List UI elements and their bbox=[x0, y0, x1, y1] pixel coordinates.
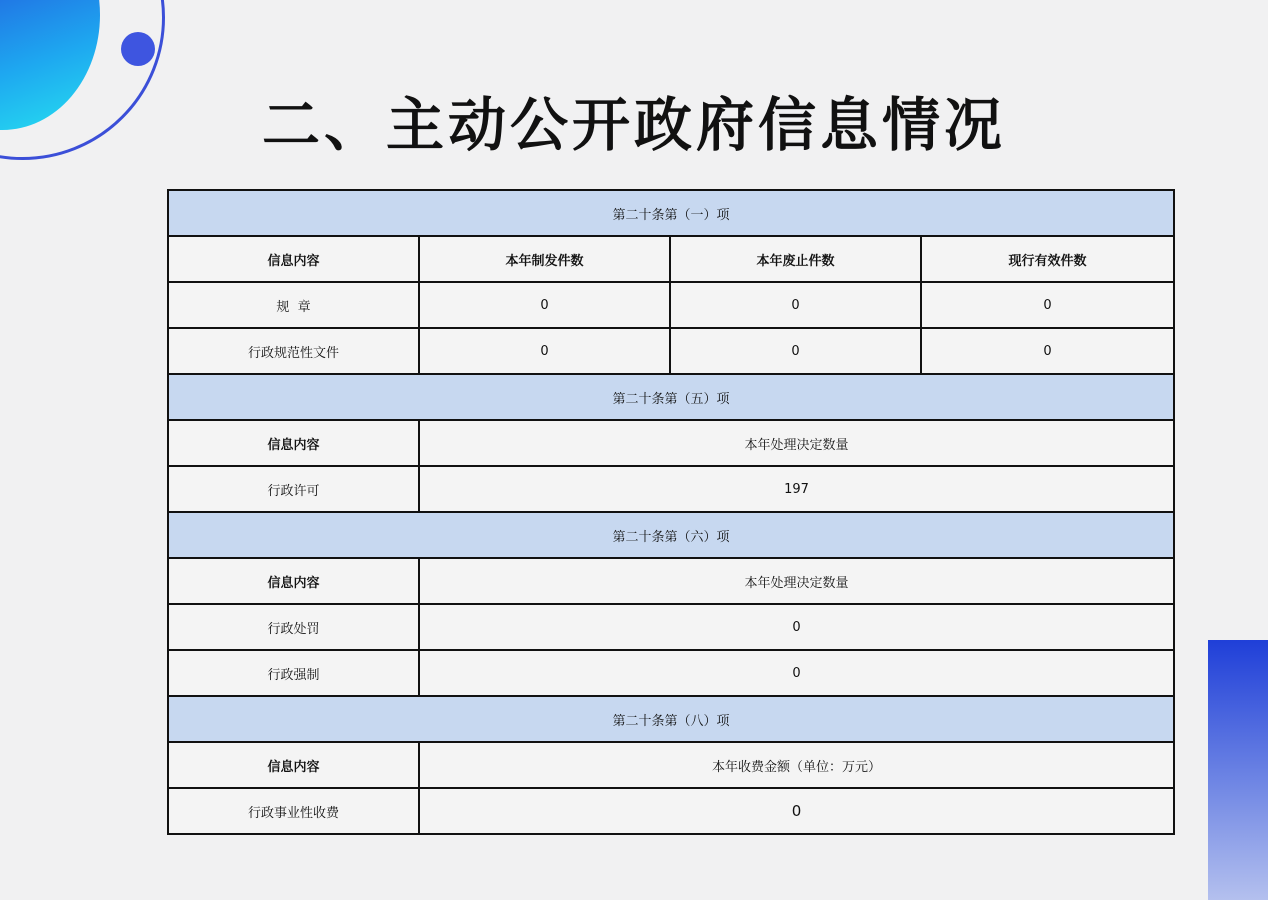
column-header: 本年处理决定数量 bbox=[419, 420, 1174, 466]
table-cell: 197 bbox=[419, 466, 1174, 512]
table-row bbox=[168, 604, 1174, 650]
table-row bbox=[168, 650, 1174, 696]
column-header: 信息内容 bbox=[168, 558, 419, 604]
page-title: 二、主动公开政府信息情况 bbox=[261, 91, 1006, 159]
column-header: 本年制发件数 bbox=[419, 236, 670, 282]
row-label: 行政强制 bbox=[168, 650, 419, 696]
table-cell: 0 bbox=[921, 282, 1174, 328]
table-row bbox=[168, 328, 1174, 374]
table-row bbox=[168, 466, 1174, 512]
table-cell: 0 bbox=[670, 328, 921, 374]
table-row bbox=[168, 282, 1174, 328]
section-heading-row bbox=[168, 512, 1174, 558]
table-cell: 0 bbox=[670, 282, 921, 328]
column-header: 本年收费金额（单位：万元） bbox=[419, 742, 1174, 788]
table-cell: 0 bbox=[419, 328, 670, 374]
column-header: 本年废止件数 bbox=[670, 236, 921, 282]
header-row bbox=[168, 420, 1174, 466]
table-row bbox=[168, 788, 1174, 834]
section-heading: 第二十条第（八）项 bbox=[168, 696, 1174, 742]
header-row bbox=[168, 742, 1174, 788]
info-table bbox=[167, 189, 1175, 835]
column-header: 信息内容 bbox=[168, 742, 419, 788]
table-cell: 0 bbox=[921, 328, 1174, 374]
row-label: 行政事业性收费 bbox=[168, 788, 419, 834]
section-heading: 第二十条第（一）项 bbox=[168, 190, 1174, 236]
row-label: 行政处罚 bbox=[168, 604, 419, 650]
column-header: 信息内容 bbox=[168, 420, 419, 466]
header-row bbox=[168, 236, 1174, 282]
column-header: 本年处理决定数量 bbox=[419, 558, 1174, 604]
decorative-side-bar bbox=[1208, 640, 1268, 900]
column-header: 信息内容 bbox=[168, 236, 419, 282]
decorative-dot bbox=[121, 32, 155, 66]
table-cell: 0 bbox=[419, 282, 670, 328]
section-heading-row bbox=[168, 374, 1174, 420]
header-row bbox=[168, 558, 1174, 604]
row-label: 行政许可 bbox=[168, 466, 419, 512]
section-heading-row bbox=[168, 190, 1174, 236]
table-cell: 0 bbox=[419, 604, 1174, 650]
row-label: 规 章 bbox=[168, 282, 419, 328]
section-heading: 第二十条第（五）项 bbox=[168, 374, 1174, 420]
table-cell: 0 bbox=[419, 650, 1174, 696]
section-heading: 第二十条第（六）项 bbox=[168, 512, 1174, 558]
table-cell: 0 bbox=[419, 788, 1174, 834]
column-header: 现行有效件数 bbox=[921, 236, 1174, 282]
section-heading-row bbox=[168, 696, 1174, 742]
row-label: 行政规范性文件 bbox=[168, 328, 419, 374]
